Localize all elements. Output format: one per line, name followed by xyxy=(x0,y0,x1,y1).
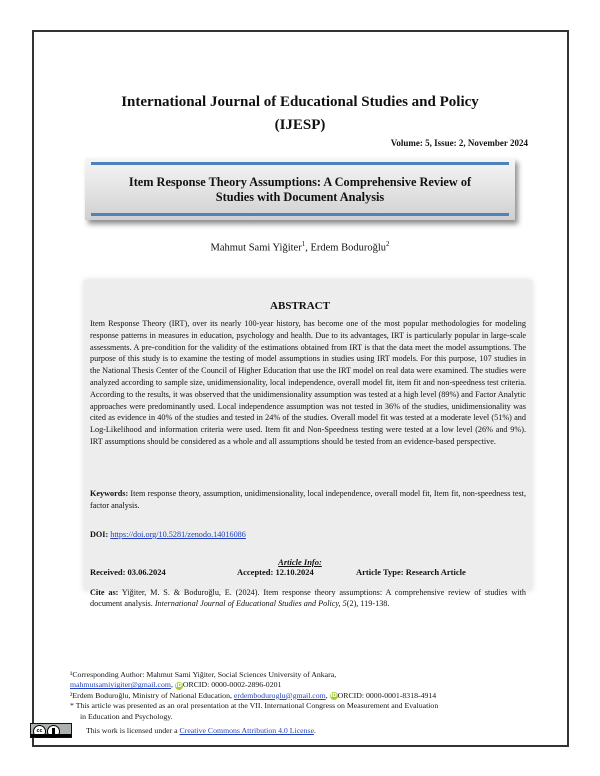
author-1-sup: 1 xyxy=(301,240,306,248)
received-date: Received: 03.06.2024 xyxy=(90,567,166,577)
footnote-2: ²Erdem Boduroğlu, Ministry of National Education, erdemboduroglu@gmail.com, iDORCID: 0000-0001-8318-4914 xyxy=(70,690,437,700)
authors xyxy=(34,240,566,254)
article-title-box xyxy=(85,158,515,220)
author-1-email-link[interactable]: mahmutsamiyigiter@gmail.com xyxy=(70,680,171,690)
citation-issue: (2), 119-138. xyxy=(346,599,390,608)
orcid-icon: iD xyxy=(330,693,337,700)
journal-title: International Journal of Educational Studies and Policy xyxy=(121,94,479,110)
title-rule-bottom xyxy=(91,213,509,216)
cc-icon: cc xyxy=(33,725,46,738)
footnotes xyxy=(70,670,530,722)
author-2-email-link[interactable]: erdemboduroglu@gmail.com xyxy=(233,690,326,700)
citation-journal: International Journal of Educational Studies and Policy, 5 xyxy=(154,599,347,608)
orcid-icon: iD xyxy=(175,682,183,689)
footnote-3-line2: in Education and Psychology. xyxy=(80,711,173,721)
citation xyxy=(90,587,526,609)
license-statement: This work is licensed under a Creative Commons Attribution 4.0 License. xyxy=(86,726,316,735)
keywords xyxy=(90,488,526,512)
abstract-heading: ABSTRACT xyxy=(270,300,330,312)
article-title-line1: Item Response Theory Assumptions: A Comprehensive Review of xyxy=(128,175,472,189)
footnote-3-line1: * This article was presented as an oral presentation at the VII. International Congress on Measurement and Evaluation xyxy=(70,701,439,711)
doi-link[interactable]: https://doi.org/10.5281/zenodo.14016086 xyxy=(110,530,246,539)
footnote-1-contact: mahmutsamiyigiter@gmail.com, iDORCID: 0000-0002-2896-0201 xyxy=(70,680,282,690)
footnote-2-text: ²Erdem Boduroğlu, Ministry of National Education, xyxy=(70,690,234,700)
volume-issue: Volume: 5, Issue: 2, November 2024 xyxy=(390,138,528,148)
author-2-sup: 2 xyxy=(385,240,390,248)
article-title-line2: Studies with Document Analysis xyxy=(215,190,385,204)
keywords-text: Item response theory, assumption, unidimensionality, local independence, overall model fit, Item fit, non-speedness test, factor analysis. xyxy=(90,489,526,510)
article-type: Article Type: Research Article xyxy=(356,567,466,577)
author-1-orcid: ORCID: 0000-0002-2896-0201 xyxy=(182,680,282,690)
title-rule-top xyxy=(91,162,509,165)
license-text: This work is licensed under a xyxy=(86,726,180,735)
author-2-orcid: ORCID: 0000-0001-8318-4914 xyxy=(337,690,437,700)
author-separator: , xyxy=(305,242,311,254)
doi-label: DOI: xyxy=(90,530,109,539)
article-title xyxy=(93,175,507,205)
journal-abbreviation: (IJESP) xyxy=(274,117,326,133)
author-2: Erdem Boduroğlu xyxy=(310,242,386,254)
author-1: Mahmut Sami Yiğiter xyxy=(210,242,302,254)
doi xyxy=(90,530,246,539)
footnote-1-line: ¹Corresponding Author: Mahmut Sami Yiğiter, Social Sciences University of Ankara, xyxy=(70,670,337,679)
abstract-text: Item Response Theory (IRT), over its nearly 100-year history, has become one of the most popular methodologies for modeling response patterns in measures in education, psychology and health. Due to its advantages, IRT is particularly popular in large-scale assessments. A pre-condition for the validity of the estimations obtained from IRT is that the data meet the model assumptions. The purpose of this study is to examine the testing of model assumptions in studies using IRT models. For this purpose, 107 studies in the National Thesis Center of the Council of Higher Education that use the IRT model on real data were examined. The studies were analyzed according to sample size, unidimensionality, local independence, overall model fit, item fit and non-speedness test criteria. According to the results, it was observed that the unidimensionality assumption was tested at a high level (89%) and Factor Analytic approaches were predominantly used. Local independence assumption was not tested in 36% of the studies, unidimensionality was cited as evidence in 40% of the studies and tested in 24% of the studies. Overall model fit was tested at a moderate level (51%) and Log-Likelihood and information criteria were used. Item fit and Non-Speedness testing were tested at a low level (26% and 9%). IRT assumptions should be considered as a whole and all assumptions should be tested from an evidence-based perspective. xyxy=(90,319,526,446)
keywords-label: Keywords: xyxy=(90,489,129,498)
citation-text: Yiğiter, M. S. & Boduroğlu, E. (2024). Item response theory assumptions: A comprehensive review of studies with document analysis. xyxy=(90,588,526,608)
cc-by-license-icon[interactable] xyxy=(30,723,72,738)
badge-strip xyxy=(31,734,71,737)
license-link[interactable]: Creative Commons Attribution 4.0 License xyxy=(179,726,315,735)
article-info-heading: Article Info: xyxy=(278,557,322,567)
citation-label: Cite as: xyxy=(90,588,119,597)
accepted-date: Accepted: 12.10.2024 xyxy=(237,567,314,577)
